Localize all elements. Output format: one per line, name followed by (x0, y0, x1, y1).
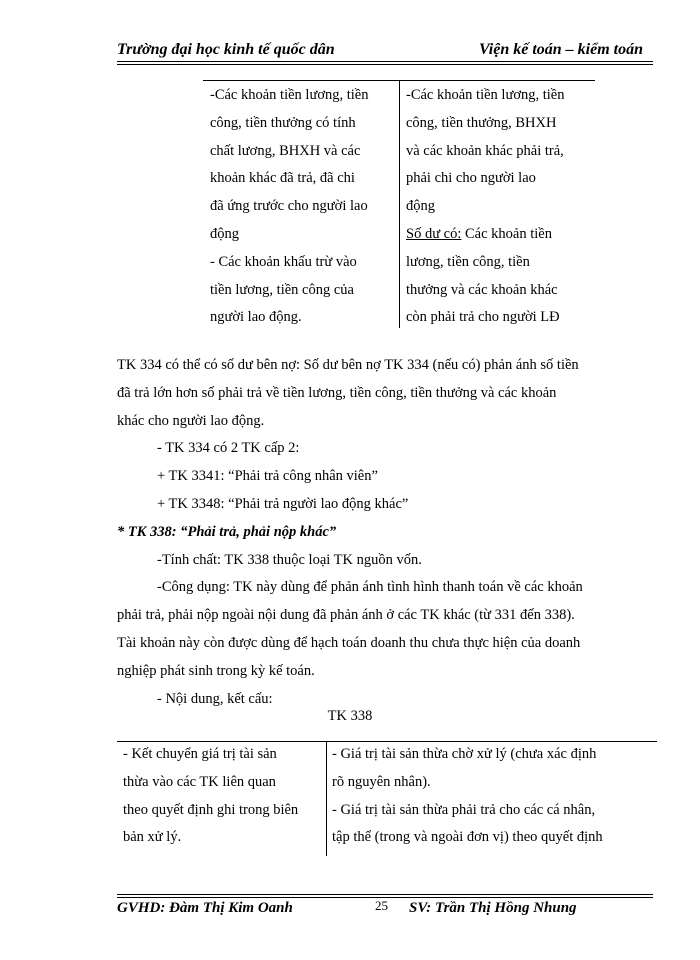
credit-line: tập thể (trong và ngoài đơn vị) theo quyết định (332, 829, 603, 846)
header-rule-top (117, 61, 653, 62)
credit-line: thưởng và các khoản khác (406, 281, 558, 298)
table-divider (326, 741, 327, 856)
footer-student: SV: Trần Thị Hồng Nhung (409, 900, 577, 916)
credit-line: và các khoản khác phải trả, (406, 142, 564, 159)
credit-line: - Giá trị tài sản thừa phải trả cho các cá nhân, (332, 801, 596, 818)
debit-line: chất lương, BHXH và các (210, 142, 361, 159)
paragraph-line: + TK 3341: “Phải trả công nhân viên” (157, 468, 378, 485)
credit-line: - Giá trị tài sản thừa chờ xử lý (chưa xác định (332, 746, 597, 762)
footer-supervisor: GVHD: Đàm Thị Kim Oanh (117, 900, 293, 916)
debit-column (123, 741, 323, 852)
paragraph-line: - Nội dung, kết cấu: (157, 690, 273, 707)
page-header (117, 38, 653, 62)
debit-line: công, tiền thưởng có tính (210, 114, 356, 131)
debit-line: đã ứng trước cho người lao (210, 198, 368, 215)
balance-label: Số dư có: (406, 225, 462, 242)
t-account-table-334 (203, 80, 595, 328)
paragraph-line: Tài khoản này còn được dùng để hạch toán doanh thu chưa thực hiện của doanh (117, 634, 581, 651)
credit-line: còn phải trả cho người LĐ (406, 309, 560, 326)
header-institute: Viện kế toán – kiểm toán (478, 41, 643, 58)
section-heading: * TK 338: “Phải trả, phải nộp khác” (117, 523, 337, 540)
credit-line: rõ nguyên nhân). (332, 773, 431, 790)
credit-column (406, 82, 592, 332)
page-number: 25 (375, 898, 388, 913)
credit-line: động (406, 198, 435, 215)
debit-line: tiền lương, tiền công của (210, 281, 354, 298)
balance-line (406, 221, 592, 249)
paragraph-line: nghiệp phát sinh trong kỳ kế toán. (117, 662, 315, 679)
balance-text: Các khoản tiền (461, 225, 552, 242)
debit-line: khoản khác đã trả, đã chi (210, 170, 355, 187)
header-university: Trường đại học kinh tế quốc dân (117, 41, 335, 58)
paragraph-line: - TK 334 có 2 TK cấp 2: (157, 440, 300, 457)
debit-line: - Kết chuyển giá trị tài sản (123, 746, 277, 762)
paragraph-line: TK 334 có thể có số dư bên nợ: Số dư bên nợ TK 334 (nếu có) phản ánh số tiền (117, 357, 579, 373)
debit-line: thừa vào các TK liên quan (123, 773, 276, 790)
paragraph-line: phải trả, phải nộp ngoài nội dung đã phản ánh ở các TK khác (từ 331 đến 338). (117, 607, 575, 624)
paragraph-line: -Tính chất: TK 338 thuộc loại TK nguồn vốn. (157, 551, 422, 568)
credit-line: -Các khoản tiền lương, tiền (406, 87, 565, 103)
paragraph-line: + TK 3348: “Phải trả người lao động khác” (157, 495, 409, 512)
credit-line: công, tiền thưởng, BHXH (406, 114, 557, 131)
t-account-title: TK 338 (327, 708, 373, 724)
debit-line: bản xử lý. (123, 829, 182, 846)
paragraph-line: đã trả lớn hơn số phải trả về tiền lương, tiền công, tiền thưởng và các khoản (117, 384, 557, 401)
table-divider (399, 80, 400, 328)
debit-line: động (210, 225, 239, 242)
credit-line: lương, tiền công, tiền (406, 253, 530, 270)
debit-line: -Các khoản tiền lương, tiền (210, 87, 369, 103)
t-account-table-338 (117, 741, 657, 856)
page-footer (117, 900, 657, 924)
debit-line: theo quyết định ghi trong biên (123, 801, 299, 818)
debit-line: - Các khoản khấu trừ vào (210, 253, 357, 270)
debit-column (210, 82, 396, 332)
credit-column (332, 741, 657, 852)
paragraph-line: khác cho người lao động. (117, 412, 265, 429)
paragraph-line: -Công dụng: TK này dùng để phản ánh tình hình thanh toán về các khoản (157, 579, 583, 596)
header-rule-bottom (117, 64, 653, 65)
debit-line: người lao động. (210, 309, 302, 326)
footer-rule-top (117, 894, 653, 895)
document-body (117, 352, 657, 713)
credit-line: phải chi cho người lao (406, 170, 536, 187)
